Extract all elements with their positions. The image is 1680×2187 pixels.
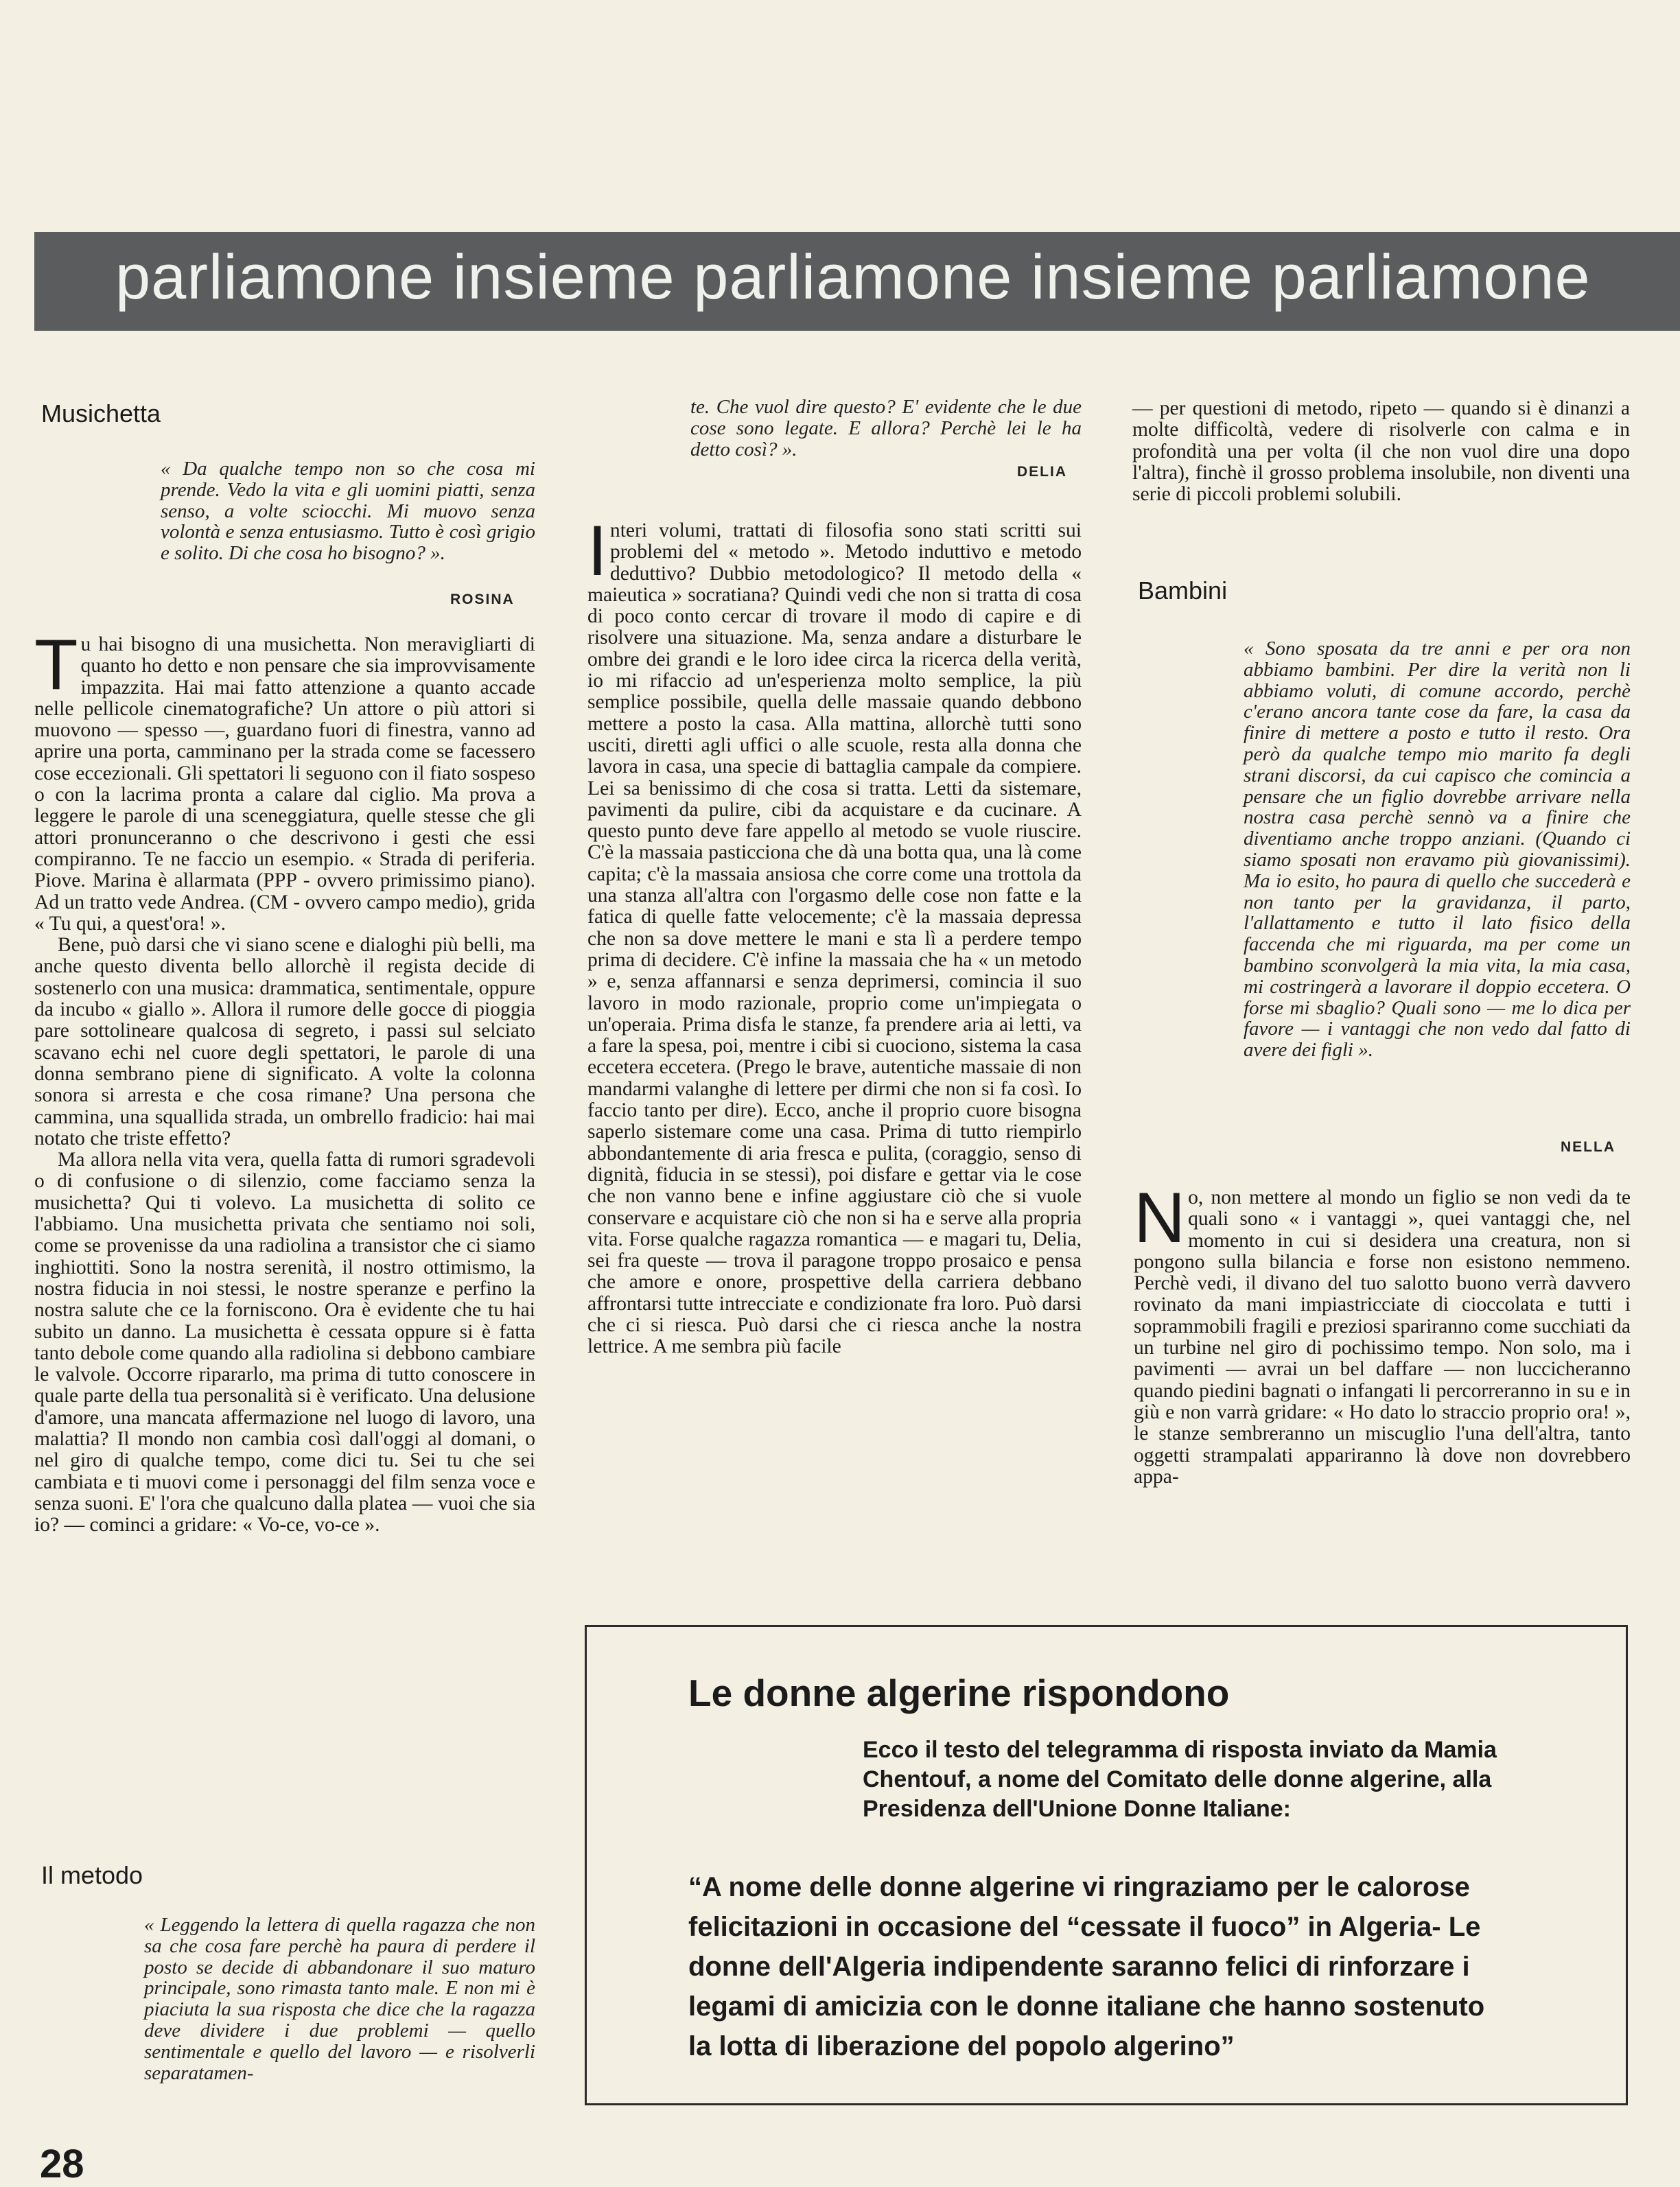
letter-delia-part-1: « Leggendo la lettera di quella ragazza che non sa che cosa fare perchè ha paura di perdere il posto se decide di abbandonare il suo maturo principale, sono rimasta tanto male. E non mi è piaciuta la sua risposta che dice che la ragazza deve dividere i due problemi — quello sentimentale e quello del lavoro — e risolverli separatamen-: [144, 1914, 535, 2084]
heading-musichetta: Musichetta: [41, 399, 161, 428]
telegram-title: Le donne algerine rispondono: [688, 1672, 1230, 1714]
telegram-box: [585, 1625, 1628, 2105]
bambini-paragraph-1: o, non mettere al mondo un figlio se non vedi da te quali sono « i vantaggi », quei vantaggi che, nel momento in cui si desidera una creatura, non si pongono sulla bilancia e forse non esistono nemmeno. Perchè vedi, il divano del tuo salotto buono verrà davvero rovinato da mani impiastricciate di cioccolata e tutti i soprammobili fragili e preziosi spariranno come succhiati da un turbine nel giro di pochissimo tempo. Non solo, ma i pavimenti — avrai un bel daffare — non luccicheranno quando piedini bagnati o infangati li percorreranno in su e in giù e non varrà gridare: « Ho dato lo straccio proprio ora! », le stanze sembreranno un miscuglio l'una dell'altra, tanto oggetti strampalati appariranno là dove non dovrebbero appa-: [1134, 1186, 1631, 1488]
dropcap-n: N: [1134, 1178, 1186, 1258]
telegram-intro: Ecco il testo del telegramma di risposta inviato da Mamia Chentouf, a nome del Comitato delle donne algerine, alla Presidenza dell'Unione Donne Italiane:: [863, 1737, 1497, 1822]
article-musichetta: [34, 625, 535, 1536]
banner-title: parliamone insieme parliamone insieme parliamone: [115, 242, 1591, 312]
metodo-paragraph-1: nteri volumi, trattati di filosofia sono stati scritti sui problemi del « metodo ». Metodo induttivo e metodo deduttivo? Dubbio metodologico? Il metodo della « maieutica » socratiana? Quindi vedi che non si tratta di cosa di poco conto cercar di trovare il modo di capire e di risolvere una situazione. Ma, senza andare a disturbare le ombre dei grandi e le loro idee circa la ricerca della verità, io mi rifaccio ad un'esperienza molto semplice, la più semplice possibile, quella delle massaie quando debbono mettere a posto la casa. Alla mattina, allorchè tutti sono usciti, diretti agli uffici o alle scuole, resta alla donna che lavora in casa, una specie di battaglia campale da compiere. Lei sa benissimo di che cosa si tratta. Letti da sistemare, pavimenti da pulire, cibi da acquistare e da cucinare. A questo punto deve fare appello al metodo se vuole riuscire. C'è la massaia pasticciona che dà una botta qua, una là come capita; c'è la massaia ansiosa che corre come una trottola da una stanza all'altra con l'orgasmo delle cose non fatte e la fatica di quelle fatte velocemente; c'è la massaia depressa che non sa dove mettere le mani e sta lì a perdere tempo prima di decidere. C'è infine la massaia che ha « un metodo » e, senza affannarsi e senza deprimersi, comincia il suo lavoro in modo razionale, proprio come un'impiegata o un'operaia. Prima disfa le stanze, fa prendere aria ai letti, va a fare la spesa, poi, mentre i cibi si cuociono, sistema la casa eccetera eccetera. (Prego le brave, autentiche massaie di non mandarmi valanghe di lettere per dirmi che non si fa così. Io faccio tanto per dire). Ecco, anche il proprio cuore bisogna saperlo sistemare come una casa. Prima di tutto riempirlo abbondantemente di aria fresca e pulita, (coraggio, senso di dignità, fiducia in se stessi), poi disfare e gettar via le cose che non vanno bene e infine aggiustare ciò che si vuole conservare e acquistare ciò che non si ha e serve alla propria vita. Forse qualche ragazza romantica — e magari tu, Delia, sei fra queste — trova il paragone troppo prosaico e pensa che amore e onore, prospettive della carriera debbano affrontarsi tutte intrecciate e condizionate fra loro. Può darsi che ci si riesca. Può darsi che ci riesca anche la nostra lettrice. A me sembra più facile: [587, 519, 1082, 1358]
musichetta-paragraph-3: Ma allora nella vita vera, quella fatta di rumori sgradevoli o di confusione o di silenzio, come facciamo senza la musichetta? Qui ti volevo. La musichetta di solito ce l'abbiamo. Una musichetta privata che sentiamo noi soli, come se provenisse da una radiolina a transistor che ci siamo inghiottiti. Sono la nostra serenità, il nostro ottimismo, la nostra fiducia in noi stessi, le nostre speranze e perfino la nostra salute che ce la forniscono. Ora è evidente che tu hai subito un danno. La musichetta è cessata oppure si è fatta tanto debole come quando alla radiolina si debbono cambiare le valvole. Occorre ripararlo, ma prima di tutto conoscere in quale parte della tua personalità si è verificato. Una delusione d'amore, una mancata affermazione nel luogo di lavoro, una malattia? Il mondo non cambia così dall'oggi al domani, o nel giro di qualche tempo, come dici tu. Sei tu che sei cambiata e ti muovi come i personaggi del film senza voce e senza suoni. E' l'ora che qualcuno dalla platea — vuoi che sia io? — cominci a gridare: « Vo-ce, vo-ce ».: [34, 1149, 535, 1536]
heading-bambini: Bambini: [1138, 576, 1228, 605]
metodo-continuation: — per questioni di metodo, ripeto — quando si è dinanzi a molte difficoltà, vedere di risolverle con calma e in profondità una per volta (il che non vuol dire una dopo l'altra), finchè il grosso problema insolubile, non diventi una serie di piccoli problemi solubili.: [1132, 397, 1630, 506]
letter-nella: « Sono sposata da tre anni e per ora non abbiamo bambini. Per dire la verità non li abbiamo voluti, di comune accordo, perchè c'erano ancora tante cose da fare, la casa da finire di mettere a posto e tutto il resto. Ora però da qualche tempo mio marito fa degli strani discorsi, da cui capisco che comincia a pensare che un figlio dovrebbe arrivare nella nostra casa perchè sennò va a finire che diventiamo anche troppo anziani. (Quando ci siamo sposati non eravamo più giovanissimi). Ma io esito, ho paura di quello che succederà e non tanto per la gravidanza, il parto, l'allattamento e tutto il lato fisico della faccenda che mi riguarda, ma per come un bambino sconvolgerà la mia vita, la mia casa, mi costringerà a lavorare il doppio eccetera. O forse mi sbaglio? Quali sono — me lo dica per favore — i vantaggi che non vedo dal fatto di avere dei figli ».: [1244, 638, 1631, 1062]
dropcap-t: T: [34, 625, 78, 705]
article-bambini: [1134, 1178, 1631, 1488]
letter-rosina: « Da qualche tempo non so che cosa mi prende. Vedo la vita e gli uomini piatti, senza senso, a volte sciocchi. Mi muovo senza volontà e senza entusiasmo. Tutto è così grigio e solito. Di che cosa ho bisogno? ».: [161, 458, 535, 565]
musichetta-paragraph-1: u hai bisogno di una musichetta. Non meravigliarti di quanto ho detto e non pensare che sia improvvisamente impazzita. Hai mai fatto attenzione a quanto accade nelle pellicole cinematografiche? Un attore o più attori si muovono — spesso —, guardano fuori di finestra, vanno ad aprire una porta, camminano per la strada come se facessero cose eccezionali. Gli spettatori li seguono con il fiato sospeso o con la lacrima pronta a calare dal ciglio. Ma prova a leggere le parole di una sceneggiatura, quelle stesse che gli attori pronunceranno o che descrivono i gesti che essi compiranno. Te ne faccio un esempio. « Strada di periferia. Piove. Marina è allarmata (PPP - ovvero primissimo piano). Ad un tratto vede Andrea. (CM - ovvero campo medio), grida « Tu qui, a quest'ora! ».: [34, 633, 535, 935]
telegram-quote: “A nome delle donne algerine vi ringraziamo per le calorose felicitazioni in occasione del “cessate il fuoco” in Algeria- Le donne dell'Algeria indipendente saranno felici di rinforzare i legami di amicizia con le donne italiane che hanno sostenuto la lotta di liberazione del popolo algerino”: [688, 1872, 1485, 2061]
dropcap-i: I: [587, 511, 607, 591]
signature-delia: DELIA: [1017, 464, 1067, 480]
article-metodo: [587, 511, 1082, 1358]
page-number: 28: [40, 2142, 84, 2186]
signature-nella: NELLA: [1561, 1139, 1615, 1155]
section-banner: [34, 232, 1680, 331]
heading-metodo: Il metodo: [41, 1861, 143, 1889]
article-metodo-continuation: [1132, 398, 1630, 505]
musichetta-paragraph-2: Bene, può darsi che vi siano scene e dialoghi più belli, ma anche questo diventa bello allorchè il regista decide di sostenerlo con una musica: drammatica, sentimentale, oppure da incubo « giallo ». Allora il rumore delle gocce di pioggia pare sottolineare qualcosa di segreto, i passi sul selciato scavano echi nel cuore degli spettatori, le parole di una donna sembrano piene di significato. A volte la colonna sonora si arresta e che cosa rimane? Una persona che cammina, una squallida strada, un ombrello fradicio: hai mai notato che triste effetto?: [34, 934, 535, 1149]
signature-rosina: ROSINA: [450, 592, 515, 607]
letter-delia-part-2: te. Che vuol dire questo? E' evidente che le due cose sono legate. E allora? Perchè lei le ha detto così? ».: [690, 396, 1082, 460]
